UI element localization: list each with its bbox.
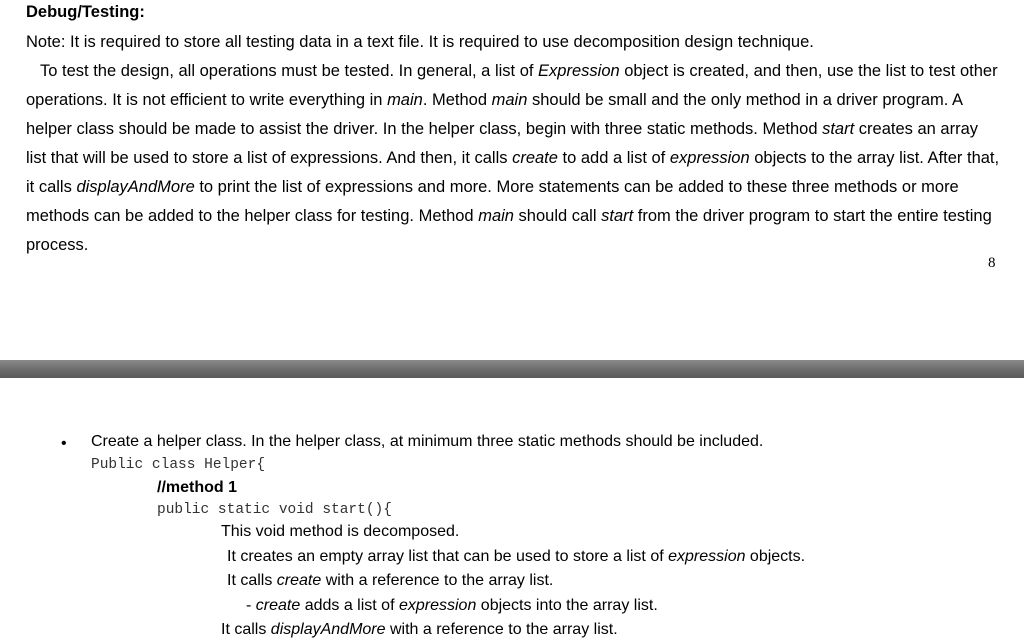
text-run: to print the list of expressions and more. More statements can be added to these three methods or more methods can be added to the helper class for testing. Method <box>26 178 959 225</box>
page-number: 8 <box>988 255 996 271</box>
text-run: from the driver program to start the entire testing process. <box>26 207 992 254</box>
note-paragraph: Note: It is required to store all testing data in a text file. It is required to use decomposition design technique. <box>26 33 814 51</box>
text-run: with a reference to the array list. <box>321 572 554 589</box>
italic-run: displayAndMore <box>76 178 195 196</box>
bullet-text: Create a helper class. In the helper class, at minimum three static methods should be included. <box>91 433 764 450</box>
section-title: Debug/Testing: <box>26 3 145 21</box>
method-description-line: This void method is decomposed. <box>221 523 460 540</box>
text-run: should be small and the only method in a driver program. A helper class should be made to assist the driver. In the helper class, begin with three static methods. Method <box>26 91 963 138</box>
italic-run: expression <box>669 149 750 167</box>
text-run: with a reference to the array list. <box>385 621 618 638</box>
text-run: objects into the array list. <box>476 597 658 614</box>
italic-run: start <box>822 120 855 138</box>
italic-run: Expression <box>538 62 620 80</box>
bullet-icon: • <box>61 435 67 452</box>
text-run: should call <box>513 207 602 225</box>
italic-run: create <box>512 149 558 167</box>
text-run: adds a list of <box>300 597 399 614</box>
text-run: It creates an empty array list that can be used to store a list of <box>227 548 669 565</box>
text-run: - <box>246 597 256 614</box>
page-separator <box>0 360 1024 378</box>
text-run: objects. <box>745 548 806 565</box>
italic-run: main <box>491 91 528 109</box>
italic-run: main <box>387 91 423 109</box>
text-run: It calls <box>221 621 271 638</box>
italic-run: expression <box>668 548 746 565</box>
code-method-signature: public static void start(){ <box>157 502 392 518</box>
testing-paragraph <box>26 57 1001 260</box>
text-run: to add a list of <box>557 149 670 167</box>
italic-run: create <box>276 572 322 589</box>
text-run: It calls <box>227 572 277 589</box>
italic-run: create <box>255 597 301 614</box>
text-run: . Method <box>422 91 492 109</box>
method-description-line <box>227 572 553 590</box>
code-comment: //method 1 <box>157 479 238 496</box>
code-class-declaration: Public class Helper{ <box>91 457 266 473</box>
text-run: creates an array list that will be used to store a list of expressions. And then, it calls <box>26 120 978 167</box>
text-run: object is created, and then, use the list to test other operations. It is not efficient to write everything in <box>26 62 998 109</box>
method-description-line <box>246 597 658 615</box>
method-description-line <box>221 621 618 639</box>
text-run: objects to the array list. After that, it calls <box>26 149 1000 196</box>
italic-run: start <box>601 207 634 225</box>
italic-run: main <box>478 207 514 225</box>
text-run: To test the design, all operations must be tested. In general, a list of <box>40 62 539 80</box>
method-description-line <box>227 548 805 566</box>
italic-run: displayAndMore <box>270 621 386 638</box>
italic-run: expression <box>398 597 477 614</box>
